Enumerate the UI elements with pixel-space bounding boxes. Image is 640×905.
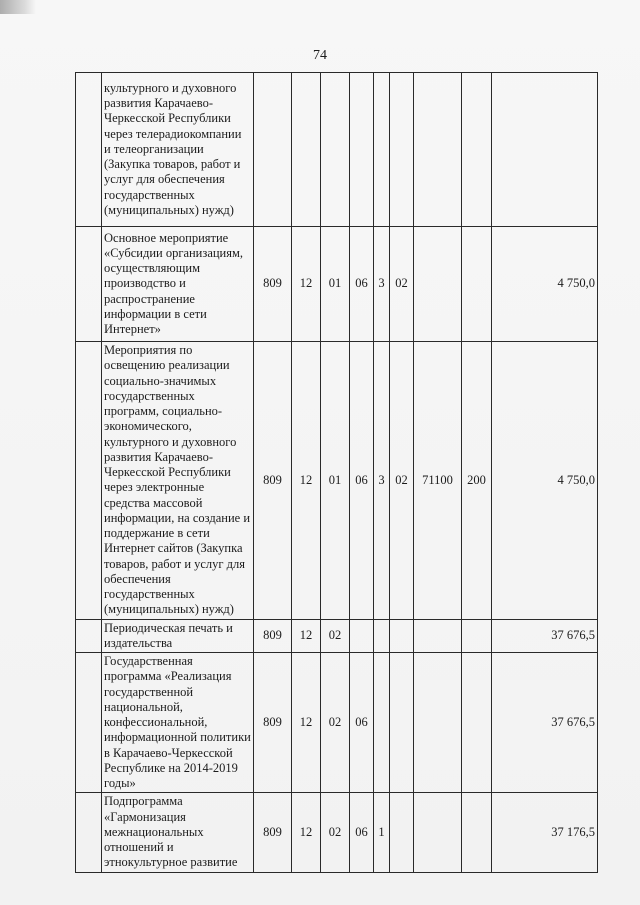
budget-table (75, 72, 598, 873)
direction-code-cell (414, 227, 462, 342)
row-number-cell (76, 619, 102, 653)
expense-type-cell (462, 793, 492, 872)
direction-code-cell (414, 653, 462, 793)
table-row (76, 342, 598, 620)
subsection-code-cell: 02 (321, 653, 350, 793)
table-row (76, 73, 598, 227)
expense-name-cell: Мероприятия по освещению реализации социально-значимых государственных программ, социально-экономического, культурного и духовного развития Карачаево-Черкесской Республики через электронные средства массовой информации, на создание и поддержание в сети Интернет сайтов (Закупка товаров, работ и услуг для обеспечения государственных (муниципальных) нужд) (102, 342, 254, 620)
ministry-code-cell: 809 (254, 227, 292, 342)
subprogram-code-cell (374, 73, 390, 227)
amount-cell (492, 73, 598, 227)
table-row (76, 793, 598, 872)
subsection-code-cell: 02 (321, 619, 350, 653)
program-code-cell: 06 (350, 653, 374, 793)
program-code-cell: 06 (350, 227, 374, 342)
scan-edge-mark (0, 0, 36, 14)
row-number-cell (76, 227, 102, 342)
row-number-cell (76, 653, 102, 793)
table-row (76, 619, 598, 653)
subprogram-code-cell: 3 (374, 227, 390, 342)
expense-name-cell: Подпрограмма «Гармонизация межнациональных отношений и этнокультурное развитие (102, 793, 254, 872)
ministry-code-cell: 809 (254, 793, 292, 872)
expense-type-cell: 200 (462, 342, 492, 620)
page-number: 74 (313, 48, 327, 63)
amount-cell: 37 676,5 (492, 619, 598, 653)
direction-code-cell (414, 619, 462, 653)
ministry-code-cell (254, 73, 292, 227)
subsection-code-cell: 01 (321, 227, 350, 342)
subsection-code-cell (321, 73, 350, 227)
ministry-code-cell: 809 (254, 619, 292, 653)
program-code-cell (350, 619, 374, 653)
ministry-code-cell: 809 (254, 342, 292, 620)
direction-code-cell (414, 73, 462, 227)
table-row (76, 653, 598, 793)
subsection-code-cell: 02 (321, 793, 350, 872)
section-code-cell: 12 (292, 619, 321, 653)
section-code-cell: 12 (292, 653, 321, 793)
amount-cell: 4 750,0 (492, 342, 598, 620)
subprogram-code-cell: 3 (374, 342, 390, 620)
expense-name-cell: Государственная программа «Реализация государственной национальной, конфессиональной, информационной политики в Карачаево-Черкесской Республике на 2014-2019 годы» (102, 653, 254, 793)
amount-cell: 37 676,5 (492, 653, 598, 793)
amount-cell: 4 750,0 (492, 227, 598, 342)
table-row (76, 227, 598, 342)
subprogram-code-cell: 1 (374, 793, 390, 872)
direction-code-cell (414, 793, 462, 872)
event-code-cell (390, 653, 414, 793)
row-number-cell (76, 342, 102, 620)
subsection-code-cell: 01 (321, 342, 350, 620)
program-code-cell: 06 (350, 793, 374, 872)
direction-code-cell: 71100 (414, 342, 462, 620)
program-code-cell (350, 73, 374, 227)
ministry-code-cell: 809 (254, 653, 292, 793)
event-code-cell (390, 73, 414, 227)
row-number-cell (76, 73, 102, 227)
section-code-cell: 12 (292, 793, 321, 872)
program-code-cell: 06 (350, 342, 374, 620)
section-code-cell: 12 (292, 342, 321, 620)
section-code-cell: 12 (292, 227, 321, 342)
section-code-cell (292, 73, 321, 227)
event-code-cell: 02 (390, 342, 414, 620)
event-code-cell: 02 (390, 227, 414, 342)
expense-type-cell (462, 227, 492, 342)
expense-name-cell: Основное мероприятие «Субсидии организациям, осуществляющим производство и распространение информации в сети Интернет» (102, 227, 254, 342)
expense-name-cell: культурного и духовного развития Карачаево-Черкесской Республики через телерадиокомпании и телеорганизации (Закупка товаров, работ и услуг для обеспечения государственных (муниципальных) нужд) (102, 73, 254, 227)
expense-name-cell: Периодическая печать и издательства (102, 619, 254, 653)
expense-type-cell (462, 619, 492, 653)
subprogram-code-cell (374, 619, 390, 653)
event-code-cell (390, 619, 414, 653)
event-code-cell (390, 793, 414, 872)
row-number-cell (76, 793, 102, 872)
subprogram-code-cell (374, 653, 390, 793)
amount-cell: 37 176,5 (492, 793, 598, 872)
expense-type-cell (462, 653, 492, 793)
expense-type-cell (462, 73, 492, 227)
